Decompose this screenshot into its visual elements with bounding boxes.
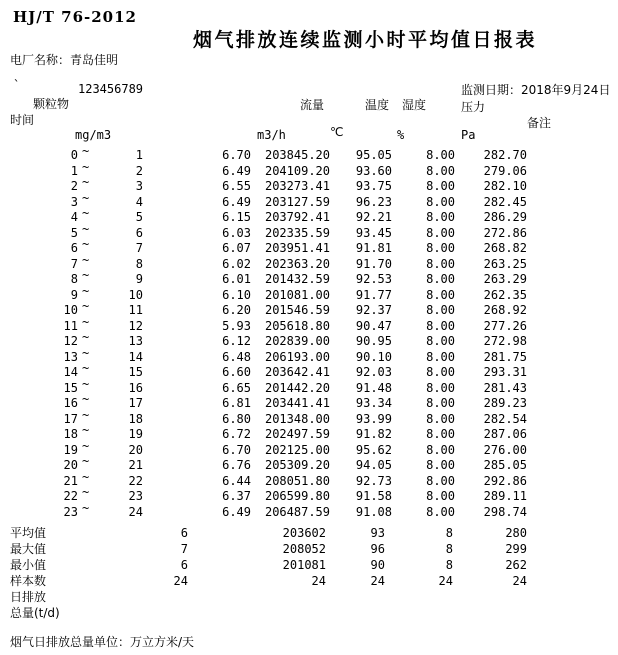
hour-from: 4 [70, 210, 78, 224]
pressure-value: 277.26 [483, 318, 527, 333]
hour-to: 11 [128, 303, 143, 317]
summary-row-label: 平均值 [10, 526, 47, 540]
table-row [0, 190, 618, 211]
temp-value: 92.03 [355, 365, 392, 379]
flow-value: 202363.20 [264, 256, 330, 271]
table-row [0, 423, 618, 443]
summary-pressure-value: 262 [505, 558, 527, 572]
pressure-value: 272.86 [483, 225, 527, 240]
tilde-separator: ~ [82, 299, 90, 313]
summary-humidity-value: 8 [445, 542, 453, 556]
summary-pressure-value: 280 [505, 526, 527, 540]
tick-mark: ` [13, 78, 21, 92]
flow-value: 202839.00 [264, 334, 330, 348]
pressure-value: 268.82 [483, 241, 527, 255]
pm-value: 6.70 [222, 148, 251, 162]
hour-from: 6 [70, 241, 78, 255]
flow-value: 202497.59 [264, 427, 330, 441]
temp-value: 91.58 [355, 489, 392, 503]
summary-row [0, 542, 618, 558]
table-row [0, 268, 618, 288]
summary-flow-value: 24 [311, 574, 326, 588]
hour-to: 9 [135, 272, 143, 286]
table-row [0, 454, 618, 474]
temp-value: 95.05 [355, 148, 392, 162]
tilde-separator: ~ [82, 237, 90, 251]
column-header-time: 时间 [10, 113, 35, 127]
hour-from: 22 [63, 489, 78, 503]
hour-to: 3 [135, 179, 143, 193]
hour-from: 5 [70, 225, 78, 240]
summary-flow-value: 208052 [282, 542, 326, 556]
tilde-separator: ~ [82, 438, 90, 453]
summary-row [0, 526, 618, 542]
flow-value: 204109.20 [264, 163, 330, 178]
humidity-value: 8.00 [426, 442, 455, 457]
hour-from: 23 [63, 504, 78, 519]
pm-value: 6.20 [222, 303, 251, 317]
table-row [0, 237, 618, 257]
hour-to: 17 [128, 396, 143, 410]
hour-from: 7 [70, 256, 78, 271]
flow-value: 205618.80 [264, 318, 330, 333]
hour-to: 6 [135, 225, 143, 240]
column-header-pm: 颗粒物 [33, 97, 70, 111]
temp-value: 91.08 [355, 504, 392, 519]
temp-value: 91.81 [355, 241, 392, 255]
emission-unit-note: 烟气日排放总量单位：万立方米/天 [10, 635, 195, 649]
tilde-separator: ~ [82, 392, 90, 406]
tilde-separator: ~ [82, 314, 90, 329]
humidity-value: 8.00 [426, 349, 455, 364]
pressure-value: 286.29 [483, 210, 527, 224]
temp-value: 93.75 [355, 179, 392, 193]
pm-value: 6.37 [222, 489, 251, 503]
column-header-humidity: 湿度 [402, 98, 427, 112]
hour-to: 1 [135, 148, 143, 162]
tilde-separator: ~ [82, 252, 90, 267]
table-row [0, 392, 618, 412]
hour-to: 7 [135, 241, 143, 255]
summary-row-label: 日排放 [10, 590, 47, 604]
flow-value: 201546.59 [264, 303, 330, 317]
hourly-data-table [0, 144, 618, 520]
humidity-value: 8.00 [426, 318, 455, 333]
summary-row [0, 606, 618, 622]
summary-row-label: 最小值 [10, 558, 47, 572]
humidity-value: 8.00 [426, 241, 455, 255]
pm-value: 6.10 [222, 287, 251, 302]
summary-pm-value: 24 [173, 574, 188, 588]
pressure-value: 272.98 [483, 334, 527, 348]
flow-value: 202335.59 [264, 225, 330, 240]
pm-value: 6.03 [222, 225, 251, 240]
plant-name-label: 电厂名称：青岛佳明 [10, 53, 119, 67]
hour-to: 13 [128, 334, 143, 348]
temp-value: 91.77 [355, 287, 392, 302]
pressure-value: 282.45 [483, 194, 527, 209]
humidity-value: 8.00 [426, 272, 455, 286]
temp-value: 91.82 [355, 427, 392, 441]
table-row [0, 330, 618, 350]
pressure-value: 276.00 [483, 442, 527, 457]
hour-from: 11 [63, 318, 78, 333]
table-row [0, 175, 618, 195]
pm-value: 5.93 [222, 318, 251, 333]
flow-value: 208051.80 [264, 473, 330, 488]
hour-to: 8 [135, 256, 143, 271]
pm-value: 6.02 [222, 256, 251, 271]
pressure-value: 281.43 [483, 380, 527, 395]
temp-value: 93.99 [355, 411, 392, 426]
flow-value: 202125.00 [264, 442, 330, 457]
pressure-value: 285.05 [483, 458, 527, 472]
flow-value: 206599.80 [264, 489, 330, 503]
pm-value: 6.01 [222, 272, 251, 286]
hour-to: 4 [135, 194, 143, 209]
flow-value: 203127.59 [264, 194, 330, 209]
hour-from: 12 [63, 334, 78, 348]
flow-value: 203792.41 [264, 210, 330, 224]
tilde-separator: ~ [82, 221, 90, 236]
hour-to: 21 [128, 458, 143, 472]
humidity-value: 8.00 [426, 179, 455, 193]
pressure-value: 292.86 [483, 473, 527, 488]
tilde-separator: ~ [82, 330, 90, 344]
temp-value: 93.34 [355, 396, 392, 410]
temp-value: 95.62 [355, 442, 392, 457]
table-row [0, 159, 618, 180]
hour-to: 19 [128, 427, 143, 441]
pressure-value: 282.54 [483, 411, 527, 426]
summary-flow-value: 203602 [282, 526, 326, 540]
pressure-value: 268.92 [483, 303, 527, 317]
pressure-value: 298.74 [483, 504, 527, 519]
temp-value: 92.37 [355, 303, 392, 317]
tilde-separator: ~ [82, 206, 90, 220]
summary-temp-value: 93 [370, 526, 385, 540]
pm-value: 6.70 [222, 442, 251, 457]
table-row [0, 299, 618, 319]
humidity-value: 8.00 [426, 411, 455, 426]
humidity-value: 8.00 [426, 473, 455, 488]
hour-from: 17 [63, 411, 78, 426]
pm-value: 6.60 [222, 365, 251, 379]
summary-row [0, 590, 618, 606]
column-header-temp: 温度 [365, 98, 390, 112]
hour-to: 20 [128, 442, 143, 457]
pm-value: 6.49 [222, 163, 251, 178]
flow-value: 205309.20 [264, 458, 330, 472]
pm-value: 6.55 [222, 179, 251, 193]
unit-pressure: Pa [461, 128, 476, 142]
unit-flow: m3/h [257, 128, 286, 142]
summary-temp-value: 24 [370, 574, 385, 588]
table-row [0, 314, 618, 335]
table-row [0, 206, 618, 226]
table-row [0, 485, 618, 505]
summary-pm-value: 7 [180, 542, 188, 556]
hour-from: 21 [63, 473, 78, 488]
hour-to: 22 [128, 473, 143, 488]
pressure-value: 282.10 [483, 179, 527, 193]
hour-from: 9 [70, 287, 78, 302]
summary-temp-value: 96 [370, 542, 385, 556]
summary-temp-value: 90 [370, 558, 385, 572]
tilde-separator: ~ [82, 500, 90, 515]
hour-from: 2 [70, 179, 78, 193]
pm-value: 6.65 [222, 380, 251, 395]
hour-from: 16 [63, 396, 78, 410]
hour-from: 10 [63, 303, 78, 317]
summary-pressure-value: 24 [512, 574, 527, 588]
flow-value: 203273.41 [264, 179, 330, 193]
humidity-value: 8.00 [426, 380, 455, 395]
humidity-value: 8.00 [426, 194, 455, 209]
pm-value: 6.80 [222, 411, 251, 426]
humidity-value: 8.00 [426, 163, 455, 178]
tilde-separator: ~ [82, 423, 90, 437]
tilde-separator: ~ [82, 361, 90, 375]
pm-value: 6.49 [222, 504, 251, 519]
table-row [0, 283, 618, 304]
temp-value: 91.48 [355, 380, 392, 395]
temp-value: 91.70 [355, 256, 392, 271]
pressure-value: 262.35 [483, 287, 527, 302]
table-row [0, 438, 618, 459]
table-row [0, 500, 618, 521]
temp-value: 92.53 [355, 272, 392, 286]
unit-humidity: % [397, 128, 405, 142]
hour-to: 5 [135, 210, 143, 224]
pressure-value: 281.75 [483, 349, 527, 364]
hour-to: 14 [128, 349, 143, 364]
tilde-separator: ~ [82, 144, 90, 158]
table-row [0, 469, 618, 490]
temp-value: 93.60 [355, 163, 392, 178]
hour-to: 24 [128, 504, 143, 519]
flow-value: 201432.59 [264, 272, 330, 286]
pressure-value: 289.23 [483, 396, 527, 410]
hour-from: 18 [63, 427, 78, 441]
table-row [0, 221, 618, 242]
summary-humidity-value: 24 [438, 574, 453, 588]
temp-value: 92.73 [355, 473, 392, 488]
hour-to: 23 [128, 489, 143, 503]
hour-to: 16 [128, 380, 143, 395]
summary-pm-value: 6 [180, 558, 188, 572]
pm-value: 6.07 [222, 241, 251, 255]
humidity-value: 8.00 [426, 287, 455, 302]
report-title: 烟气排放连续监测小时平均值日报表 [193, 29, 538, 51]
tilde-separator: ~ [82, 485, 90, 499]
tilde-separator: ~ [82, 190, 90, 205]
table-row [0, 345, 618, 366]
table-row [0, 376, 618, 397]
summary-row-label: 最大值 [10, 542, 47, 556]
summary-humidity-value: 8 [445, 558, 453, 572]
humidity-value: 8.00 [426, 334, 455, 348]
humidity-value: 8.00 [426, 396, 455, 410]
hour-from: 1 [70, 163, 78, 178]
summary-table [0, 526, 618, 622]
pressure-value: 263.29 [483, 272, 527, 286]
temp-value: 94.05 [355, 458, 392, 472]
humidity-value: 8.00 [426, 489, 455, 503]
temp-value: 96.23 [355, 194, 392, 209]
hour-from: 15 [63, 380, 78, 395]
hour-from: 14 [63, 365, 78, 379]
pm-value: 6.44 [222, 473, 251, 488]
pm-value: 6.12 [222, 334, 251, 348]
pm-value: 6.72 [222, 427, 251, 441]
humidity-value: 8.00 [426, 458, 455, 472]
flow-value: 203951.41 [264, 241, 330, 255]
flow-value: 201081.00 [264, 287, 330, 302]
hour-to: 18 [128, 411, 143, 426]
hour-from: 0 [70, 148, 78, 162]
column-header-flow: 流量 [300, 98, 325, 112]
tilde-separator: ~ [82, 283, 90, 298]
hour-from: 8 [70, 272, 78, 286]
unit-pm: mg/m3 [75, 128, 112, 142]
pressure-value: 287.06 [483, 427, 527, 441]
tilde-separator: ~ [82, 268, 90, 282]
pm-value: 6.76 [222, 458, 251, 472]
table-row [0, 252, 618, 273]
summary-flow-value: 201081 [282, 558, 326, 572]
unit-temp: ℃ [330, 125, 344, 139]
flow-value: 206193.00 [264, 349, 330, 364]
tilde-separator: ~ [82, 469, 90, 484]
standard-code: HJ/T 76-2012 [13, 8, 137, 26]
humidity-value: 8.00 [426, 303, 455, 317]
pm-value: 6.48 [222, 349, 251, 364]
summary-row-label: 样本数 [10, 574, 47, 588]
pressure-value: 293.31 [483, 365, 527, 379]
serial-number: 123456789 [78, 82, 144, 96]
flow-value: 203642.41 [264, 365, 330, 379]
table-row [0, 144, 618, 164]
flow-value: 206487.59 [264, 504, 330, 519]
pm-value: 6.81 [222, 396, 251, 410]
flow-value: 201348.00 [264, 411, 330, 426]
pressure-value: 289.11 [483, 489, 527, 503]
humidity-value: 8.00 [426, 365, 455, 379]
summary-row [0, 574, 618, 590]
summary-pressure-value: 299 [505, 542, 527, 556]
humidity-value: 8.00 [426, 210, 455, 224]
monitor-date-label: 监测日期：2018年9月24日 [461, 83, 611, 97]
summary-row-label: 总量(t/d) [10, 606, 60, 620]
tilde-separator: ~ [82, 175, 90, 189]
tilde-separator: ~ [82, 454, 90, 468]
hour-to: 12 [128, 318, 143, 333]
pressure-value: 282.70 [483, 148, 527, 162]
flow-value: 203845.20 [264, 148, 330, 162]
hour-to: 10 [128, 287, 143, 302]
table-row [0, 407, 618, 428]
humidity-value: 8.00 [426, 225, 455, 240]
flow-value: 203441.41 [264, 396, 330, 410]
temp-value: 90.95 [355, 334, 392, 348]
table-row [0, 361, 618, 381]
tilde-separator: ~ [82, 407, 90, 422]
hour-to: 2 [135, 163, 143, 178]
hour-from: 3 [70, 194, 78, 209]
tilde-separator: ~ [82, 159, 90, 174]
temp-value: 90.10 [355, 349, 392, 364]
column-header-remark: 备注 [527, 116, 552, 130]
hour-to: 15 [128, 365, 143, 379]
column-header-pressure: 压力 [461, 100, 486, 114]
summary-row [0, 558, 618, 574]
pm-value: 6.15 [222, 210, 251, 224]
tilde-separator: ~ [82, 376, 90, 391]
temp-value: 90.47 [355, 318, 392, 333]
summary-pm-value: 6 [180, 526, 188, 540]
hour-from: 20 [63, 458, 78, 472]
humidity-value: 8.00 [426, 148, 455, 162]
pm-value: 6.49 [222, 194, 251, 209]
humidity-value: 8.00 [426, 256, 455, 271]
humidity-value: 8.00 [426, 504, 455, 519]
hour-from: 19 [63, 442, 78, 457]
temp-value: 92.21 [355, 210, 392, 224]
humidity-value: 8.00 [426, 427, 455, 441]
flow-value: 201442.20 [264, 380, 330, 395]
pressure-value: 263.25 [483, 256, 527, 271]
summary-humidity-value: 8 [445, 526, 453, 540]
pressure-value: 279.06 [483, 163, 527, 178]
temp-value: 93.45 [355, 225, 392, 240]
tilde-separator: ~ [82, 345, 90, 360]
hour-from: 13 [63, 349, 78, 364]
